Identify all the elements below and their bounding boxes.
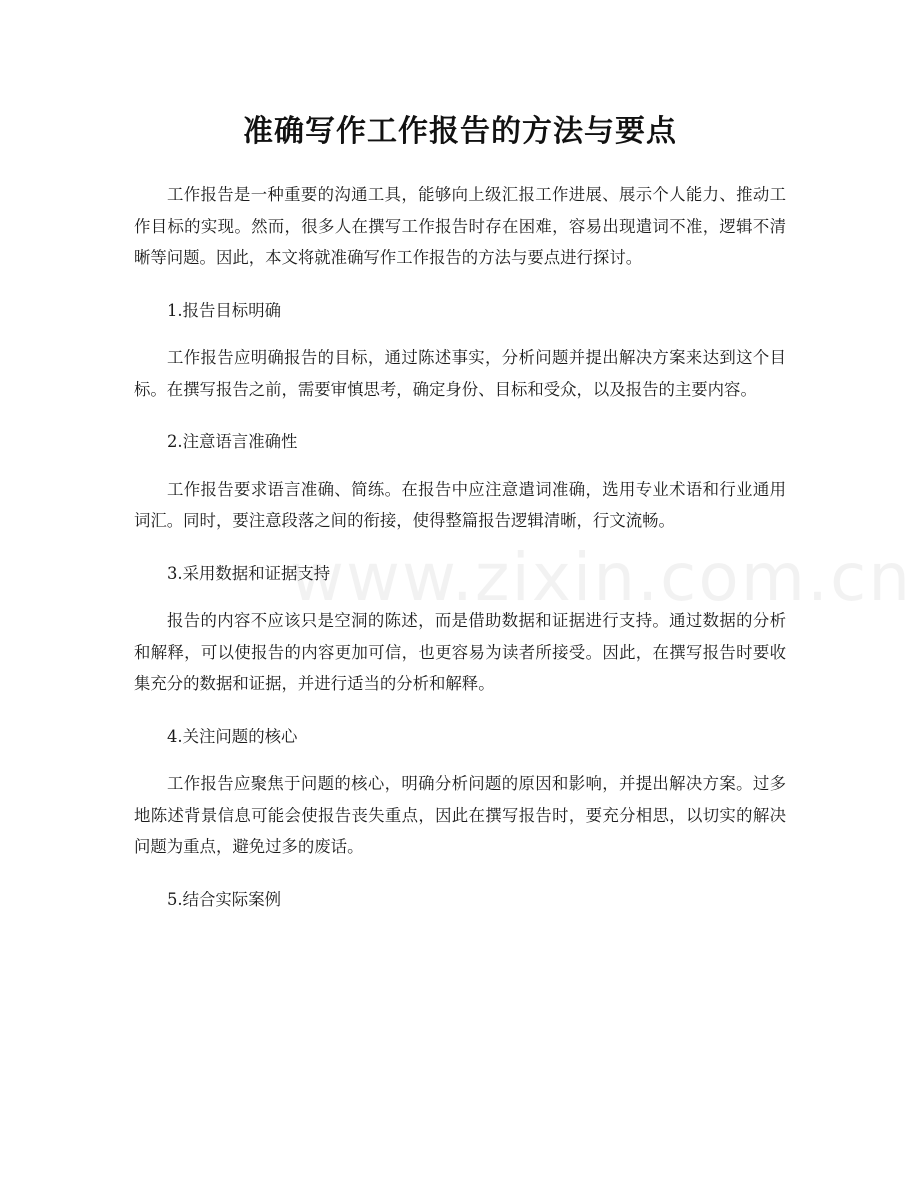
section-paragraph-3: 报告的内容不应该只是空洞的陈述，而是借助数据和证据进行支持。通过数据的分析和解释，可以使报告的内容更加可信，也更容易为读者所接受。因此，在撰写报告时要收集充分的数据和证据，并进行适当的分析和解释。 [134,611,786,693]
section-heading-4: 4.关注问题的核心 [167,726,298,746]
section-paragraph-2: 工作报告要求语言准确、简练。在报告中应注意遣词准确，选用专业术语和行业通用词汇。同时，要注意段落之间的衔接，使得整篇报告逻辑清晰，行文流畅。 [134,479,786,530]
section-paragraph-4: 工作报告应聚焦于问题的核心，明确分析问题的原因和影响，并提出解决方案。过多地陈述背景信息可能会使报告丧失重点，因此在撰写报告时，要充分相思，以切实的解决问题为重点，避免过多的废话。 [134,774,786,856]
section-paragraph-1: 工作报告应明确报告的目标，通过陈述事实，分析问题并提出解决方案来达到这个目标。在撰写报告之前，需要审慎思考，确定身份、目标和受众，以及报告的主要内容。 [134,348,786,399]
section-heading-3: 3.采用数据和证据支持 [167,563,331,583]
document-title: 准确写作工作报告的方法与要点 [243,114,677,149]
watermark: www.zixin.com.cn [290,539,913,616]
intro-paragraph: 工作报告是一种重要的沟通工具，能够向上级汇报工作进展、展示个人能力、推动工作目标的实现。然而，很多人在撰写工作报告时存在困难，容易出现遣词不准，逻辑不清晰等问题。因此，本文将就准确写作工作报告的方法与要点进行探讨。 [134,185,786,267]
section-heading-5: 5.结合实际案例 [167,889,281,909]
section-heading-2: 2.注意语言准确性 [167,432,298,451]
section-heading-1: 1.报告目标明确 [167,300,281,320]
document-body [134,179,786,915]
